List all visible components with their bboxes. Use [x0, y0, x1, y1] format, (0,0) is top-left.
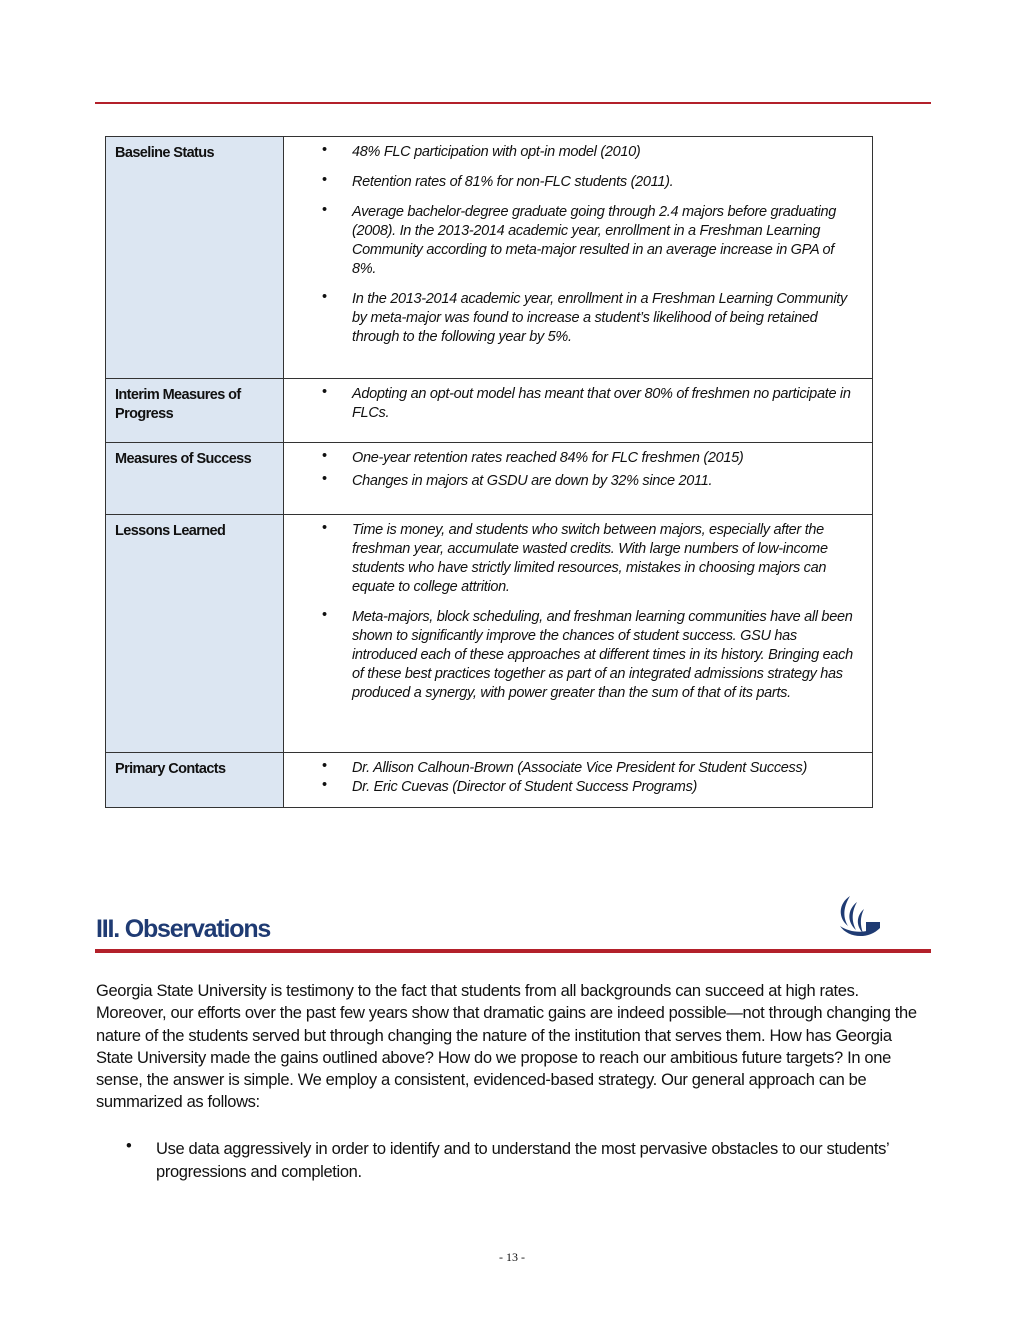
section-rule: [95, 949, 931, 953]
list-item: • Average bachelor-degree graduate going through 2.4 majors before graduating (2008). In the 2013-2014 academic year, enrollment in a Freshman Learning Community according to meta-major resulted in an average increase in GPA of 8%.: [322, 203, 856, 279]
section-heading: III. Observations: [96, 915, 271, 943]
flame-logo-icon: [832, 892, 882, 942]
list-item: • Meta-majors, block scheduling, and freshman learning communities have all been shown to significantly improve the chances of student success. GSU has introduced each of these approaches at different times in its history. Bringing each of these best practices together as part of an integrated admissions strategy has produced a synergy, with power greater than the sum of that of its parts.: [322, 608, 856, 703]
table-row: [106, 443, 873, 515]
item-list: [322, 449, 856, 491]
header-rule: [95, 102, 931, 104]
list-item: • Retention rates of 81% for non-FLC students (2011).: [322, 173, 856, 192]
row-label: Lessons Learned: [106, 515, 284, 753]
table-row: [106, 137, 873, 379]
list-item: • Dr. Allison Calhoun-Brown (Associate Vice President for Student Success): [322, 759, 856, 778]
table-row: [106, 515, 873, 753]
table-row: [106, 753, 873, 808]
item-list: [322, 143, 856, 347]
row-label: Interim Measures of Progress: [106, 379, 284, 443]
row-label: Measures of Success: [106, 443, 284, 515]
list-item: • Time is money, and students who switch between majors, especially after the freshman year, accumulate wasted credits. With large numbers of low-income students who have strictly limited resources, mistakes in choosing majors can equate to college attrition.: [322, 521, 856, 597]
page-number: - 13 -: [499, 1250, 525, 1264]
row-label: Baseline Status: [106, 137, 284, 379]
list-item: • Changes in majors at GSDU are down by 32% since 2011.: [322, 472, 856, 491]
list-item: • 48% FLC participation with opt-in model (2010): [322, 143, 856, 162]
list-item: • In the 2013-2014 academic year, enrollment in a Freshman Learning Community by meta-major was found to increase a student’s likelihood of being retained through to the following year by 5%.: [322, 290, 856, 347]
list-item: • One-year retention rates reached 84% for FLC freshmen (2015): [322, 449, 856, 468]
item-list: [322, 385, 856, 423]
list-item: • Dr. Eric Cuevas (Director of Student Success Programs): [322, 778, 856, 797]
observations-bullet: [126, 1138, 916, 1184]
table-row: [106, 379, 873, 443]
program-summary-table: [105, 136, 873, 808]
bullet-text: Use data aggressively in order to identify and to understand the most pervasive obstacles to our students’ progressions and completion.: [156, 1140, 889, 1181]
bullet-icon: •: [126, 1137, 132, 1155]
item-list: [322, 759, 856, 797]
row-label: Primary Contacts: [106, 753, 284, 808]
observations-paragraph: Georgia State University is testimony to the fact that students from all backgrounds can succeed at high rates. Moreover, our efforts over the past few years show that dramatic gains are indeed possible—not through changing the nature of the students served but through changing the nature of the institution that serves them. How has Georgia State University made the gains outlined above? How do we propose to reach our ambitious future targets? In one sense, the answer is simple. We employ a consistent, evidenced-based strategy. Our general approach can be summarized as follows:: [96, 982, 917, 1112]
item-list: [322, 521, 856, 703]
list-item: • Adopting an opt-out model has meant that over 80% of freshmen no participate in FLCs.: [322, 385, 856, 423]
